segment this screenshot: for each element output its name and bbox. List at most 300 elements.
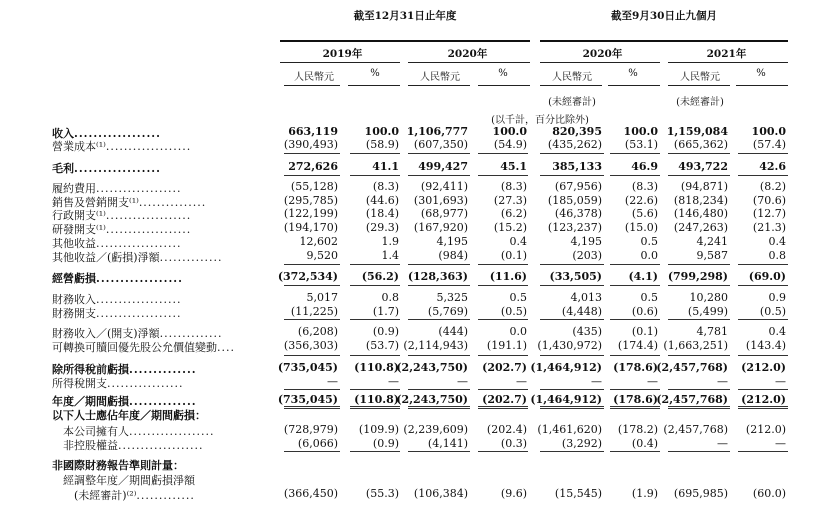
- row-label-text: 非控股權益: [52, 439, 118, 452]
- row-label: [52, 160, 161, 176]
- row-label-text: 營業成本⁽¹⁾: [52, 140, 106, 153]
- section-rule: [540, 264, 604, 265]
- table-cell: (185,059): [547, 194, 602, 207]
- section-rule: [540, 319, 604, 320]
- table-cell: 42.6: [759, 160, 786, 173]
- section-rule: [610, 408, 660, 409]
- section-rule: [284, 406, 340, 407]
- table-cell: (70.6): [752, 194, 786, 207]
- row-label: [52, 305, 181, 321]
- row-label-text: 所得稅開支: [52, 377, 107, 390]
- table-cell: 5,325: [436, 291, 468, 304]
- table-cell: (46,378): [554, 207, 602, 220]
- table-cell: (1,464,912): [530, 393, 602, 406]
- unit-note: (以千計，百分比除外): [491, 115, 589, 126]
- table-cell: (2,243,750): [396, 393, 468, 406]
- table-cell: (735,045): [277, 361, 338, 374]
- table-cell: 1,159,084: [666, 125, 728, 138]
- table-cell: (191.1): [486, 339, 527, 352]
- table-cell: —: [591, 375, 602, 388]
- section-rule: [284, 355, 340, 356]
- table-cell: (0.1): [500, 249, 527, 262]
- leader-dots: ...................: [118, 439, 204, 452]
- row-label-text: 除所得稅前虧損: [52, 363, 129, 376]
- section-rule: [408, 319, 470, 320]
- table-cell: (1.7): [372, 305, 399, 318]
- unit-rmb-4: 人民幣元: [680, 72, 720, 83]
- section-rule: [738, 406, 788, 407]
- table-cell: (3,292): [561, 437, 602, 450]
- table-cell: (55,128): [290, 180, 338, 193]
- table-cell: (8.3): [631, 180, 658, 193]
- section-rule: [350, 153, 400, 154]
- section-rule: [408, 406, 470, 407]
- row-label-text: 可轉換可贖回優先股公允價值變動: [52, 341, 217, 354]
- row-label-text: 財務收入／(開支)淨額: [52, 327, 160, 340]
- section-rule: [610, 451, 660, 452]
- table-cell: (0.5): [759, 305, 786, 318]
- table-cell: 499,427: [418, 160, 468, 173]
- row-label-text: 毛利: [52, 162, 74, 175]
- leader-dots: ..................: [74, 127, 161, 140]
- table-cell: 663,119: [288, 125, 338, 138]
- table-cell: (1,461,620): [537, 423, 602, 436]
- table-cell: (92,411): [420, 180, 468, 193]
- leader-dots: ...............: [138, 196, 207, 209]
- row-label-text: 以下人士應佔年度／期間虧損：: [52, 409, 206, 422]
- section-rule: [408, 389, 470, 390]
- section-rule: [540, 451, 604, 452]
- table-cell: (984): [438, 249, 468, 262]
- section-rule: [478, 285, 528, 286]
- year-rule-1: [280, 62, 400, 63]
- table-cell: (11,225): [290, 305, 338, 318]
- table-cell: —: [647, 375, 658, 388]
- table-cell: 0.9: [768, 291, 786, 304]
- row-label-text: 其他收益: [52, 237, 96, 250]
- section-rule: [540, 175, 604, 176]
- table-cell: (60.0): [752, 487, 786, 500]
- section-rule: [738, 175, 788, 176]
- leader-dots: ...................: [96, 293, 182, 306]
- table-cell: (167,920): [413, 221, 468, 234]
- table-cell: (2,457,768): [656, 393, 728, 406]
- table-cell: 10,280: [689, 291, 728, 304]
- section-rule: [350, 285, 400, 286]
- row-label-text: (未經審計)⁽²⁾: [52, 489, 137, 502]
- table-cell: (11.6): [489, 270, 527, 283]
- row-label-text: 年度／期間虧損: [52, 395, 129, 408]
- table-cell: (123,237): [547, 221, 602, 234]
- table-cell: (0.3): [500, 437, 527, 450]
- unit-rule-3: [408, 85, 470, 86]
- table-cell: (174.4): [617, 339, 658, 352]
- table-cell: (2,457,768): [656, 361, 728, 374]
- year-2021-9m: 2021年: [706, 48, 747, 60]
- table-cell: (0.6): [631, 305, 658, 318]
- table-cell: (178.2): [617, 423, 658, 436]
- section-rule: [284, 451, 340, 452]
- section-rule: [738, 153, 788, 154]
- table-cell: (444): [438, 325, 468, 338]
- table-cell: 41.1: [372, 160, 399, 173]
- section-rule: [350, 406, 400, 407]
- unit-rule-6: [608, 85, 660, 86]
- table-cell: 100.0: [364, 125, 399, 138]
- table-cell: (0.9): [372, 325, 399, 338]
- table-cell: (21.3): [752, 221, 786, 234]
- table-cell: (202.4): [486, 423, 527, 436]
- table-cell: 0.4: [509, 235, 527, 248]
- table-cell: (56.2): [361, 270, 399, 283]
- leader-dots: ...................: [96, 182, 182, 195]
- table-cell: (22.6): [624, 194, 658, 207]
- section-rule: [738, 451, 788, 452]
- unit-pct-2: %: [498, 68, 508, 79]
- leader-dots: .................: [107, 377, 184, 390]
- row-label: [52, 472, 195, 488]
- table-cell: (15,545): [554, 487, 602, 500]
- table-cell: (15.0): [624, 221, 658, 234]
- section-rule: [540, 408, 604, 409]
- table-cell: (6,208): [297, 325, 338, 338]
- year-rule-3: [540, 62, 660, 63]
- row-label: [52, 407, 206, 423]
- table-cell: (665,362): [673, 138, 728, 151]
- leader-dots: ...................: [96, 307, 182, 320]
- table-cell: (212.0): [745, 423, 786, 436]
- year-2019: 2019年: [322, 48, 363, 60]
- leader-dots: ..................: [74, 162, 161, 175]
- leader-dots: ...................: [129, 425, 215, 438]
- table-cell: (0.5): [500, 305, 527, 318]
- table-cell: (106,384): [413, 487, 468, 500]
- section-rule: [408, 285, 470, 286]
- leader-dots: ..............: [159, 327, 223, 340]
- section-rule: [408, 264, 470, 265]
- table-cell: (1,464,912): [530, 361, 602, 374]
- table-cell: 45.1: [500, 160, 527, 173]
- section-rule: [668, 153, 730, 154]
- table-cell: (58.9): [365, 138, 399, 151]
- table-cell: —: [775, 375, 786, 388]
- section-rule: [610, 175, 660, 176]
- section-rule: [478, 451, 528, 452]
- table-cell: 0.5: [640, 235, 658, 248]
- row-label: [52, 249, 223, 265]
- section-rule: [610, 406, 660, 407]
- table-cell: (15.2): [493, 221, 527, 234]
- table-cell: (54.9): [493, 138, 527, 151]
- unit-pct-3: %: [628, 68, 638, 79]
- table-cell: (2,457,768): [663, 423, 728, 436]
- row-label-text: 銷售及營銷開支⁽¹⁾: [52, 196, 139, 209]
- table-cell: (2,243,750): [396, 361, 468, 374]
- section-rule: [408, 175, 470, 176]
- row-label-text: 財務收入: [52, 293, 96, 306]
- table-cell: 0.4: [768, 235, 786, 248]
- section-rule: [610, 319, 660, 320]
- row-label: [52, 270, 183, 286]
- table-cell: (146,480): [673, 207, 728, 220]
- table-cell: (301,693): [413, 194, 468, 207]
- table-cell: (9.6): [500, 487, 527, 500]
- section-rule: [668, 355, 730, 356]
- table-cell: (390,493): [283, 138, 338, 151]
- section-rule: [350, 355, 400, 356]
- section-rule: [738, 319, 788, 320]
- table-cell: (67,956): [554, 180, 602, 193]
- table-cell: 5,017: [306, 291, 338, 304]
- table-cell: (12.7): [752, 207, 786, 220]
- section-rule: [738, 355, 788, 356]
- table-cell: (8.3): [500, 180, 527, 193]
- section-rule: [408, 408, 470, 409]
- section-rule: [668, 264, 730, 265]
- table-cell: (122,199): [283, 207, 338, 220]
- table-cell: (53.7): [365, 339, 399, 352]
- table-cell: (366,450): [283, 487, 338, 500]
- table-cell: (5,769): [427, 305, 468, 318]
- table-cell: 9,520: [306, 249, 338, 262]
- row-label-text: 財務開支: [52, 307, 96, 320]
- table-cell: (695,985): [673, 487, 728, 500]
- section-rule: [284, 408, 340, 409]
- row-label: [52, 437, 203, 453]
- row-label-text: 非國際財務報告準則計量：: [52, 459, 184, 472]
- table-cell: 4,013: [570, 291, 602, 304]
- section-rule: [408, 153, 470, 154]
- section-rule: [478, 153, 528, 154]
- section-rule: [478, 389, 528, 390]
- row-label-text: 其他收益／(虧損)淨額: [52, 251, 160, 264]
- table-cell: 4,195: [436, 235, 468, 248]
- header-group-ninemonths: 截至9月30日止九個月: [611, 10, 717, 22]
- table-cell: (6.2): [500, 207, 527, 220]
- table-cell: (4,141): [427, 437, 468, 450]
- section-rule: [540, 406, 604, 407]
- table-cell: 46.9: [631, 160, 658, 173]
- table-cell: (57.4): [752, 138, 786, 151]
- year-2020-9m: 2020年: [582, 48, 623, 60]
- section-rule: [668, 389, 730, 390]
- table-cell: 0.5: [640, 291, 658, 304]
- row-label-text: 收入: [52, 127, 74, 140]
- table-cell: (202.7): [482, 361, 527, 374]
- table-cell: (178.6): [613, 361, 658, 374]
- table-cell: —: [388, 375, 399, 388]
- year-rule-4: [668, 62, 788, 63]
- unit-rmb-2: 人民幣元: [420, 72, 460, 83]
- table-cell: (55.3): [365, 487, 399, 500]
- row-label-text: 履約費用: [52, 182, 96, 195]
- unit-rule-7: [668, 85, 730, 86]
- unit-rule-2: [348, 85, 400, 86]
- table-cell: (4.1): [628, 270, 658, 283]
- table-cell: (68,977): [420, 207, 468, 220]
- table-cell: —: [775, 437, 786, 450]
- unit-rule-8: [736, 85, 788, 86]
- section-rule: [668, 451, 730, 452]
- section-rule: [350, 451, 400, 452]
- table-cell: (4,448): [561, 305, 602, 318]
- row-label: [52, 339, 235, 355]
- section-rule: [350, 175, 400, 176]
- section-rule: [610, 285, 660, 286]
- section-rule: [350, 389, 400, 390]
- section-rule: [540, 285, 604, 286]
- section-rule: [350, 319, 400, 320]
- section-rule: [478, 355, 528, 356]
- table-cell: (110.8): [354, 361, 399, 374]
- table-cell: (194,170): [283, 221, 338, 234]
- row-label-text: 研發開支⁽¹⁾: [52, 223, 106, 236]
- unit-rmb-1: 人民幣元: [294, 72, 334, 83]
- leader-dots: ...................: [105, 140, 192, 153]
- table-cell: (799,298): [667, 270, 728, 283]
- table-cell: (435,262): [547, 138, 602, 151]
- row-label: [52, 487, 195, 503]
- table-cell: (109.9): [358, 423, 399, 436]
- section-rule: [738, 264, 788, 265]
- table-cell: (372,534): [277, 270, 338, 283]
- table-cell: 0.8: [381, 291, 399, 304]
- table-cell: —: [717, 375, 728, 388]
- table-cell: —: [516, 375, 527, 388]
- table-cell: (1,430,972): [537, 339, 602, 352]
- table-cell: 0.0: [640, 249, 658, 262]
- section-rule: [668, 406, 730, 407]
- table-cell: 100.0: [492, 125, 527, 138]
- table-cell: (44.6): [365, 194, 399, 207]
- table-cell: (435): [572, 325, 602, 338]
- unaudited-2021: (未經審計): [676, 97, 724, 108]
- header-rule-ninemonths: [540, 40, 788, 42]
- table-cell: —: [327, 375, 338, 388]
- leader-dots: ....: [217, 341, 235, 354]
- leader-dots: ..................: [96, 272, 183, 285]
- row-label: [52, 375, 183, 391]
- leader-dots: ...................: [105, 223, 192, 236]
- section-rule: [408, 451, 470, 452]
- table-cell: (202.7): [482, 393, 527, 406]
- table-cell: 0.4: [768, 325, 786, 338]
- section-rule: [350, 264, 400, 265]
- table-cell: (735,045): [277, 393, 338, 406]
- table-cell: (1.9): [631, 487, 658, 500]
- table-cell: (143.4): [745, 339, 786, 352]
- table-cell: 4,195: [570, 235, 602, 248]
- table-cell: (2,239,609): [403, 423, 468, 436]
- table-cell: (212.0): [741, 361, 786, 374]
- table-cell: (110.8): [354, 393, 399, 406]
- table-cell: (0.9): [372, 437, 399, 450]
- table-cell: (0.4): [631, 437, 658, 450]
- section-rule: [478, 264, 528, 265]
- leader-dots: ..............: [129, 363, 197, 376]
- header-rule-annual: [280, 40, 530, 42]
- table-cell: (33,505): [549, 270, 602, 283]
- table-cell: (0.1): [631, 325, 658, 338]
- section-rule: [668, 408, 730, 409]
- leader-dots: .............: [136, 489, 195, 502]
- section-rule: [668, 175, 730, 176]
- row-label-text: 本公司擁有人: [52, 425, 129, 438]
- table-cell: 4,241: [696, 235, 728, 248]
- section-rule: [540, 355, 604, 356]
- table-cell: 0.0: [509, 325, 527, 338]
- table-cell: (94,871): [680, 180, 728, 193]
- table-cell: (69.0): [748, 270, 786, 283]
- section-rule: [610, 153, 660, 154]
- table-cell: 385,133: [552, 160, 602, 173]
- section-rule: [610, 355, 660, 356]
- table-cell: 100.0: [623, 125, 658, 138]
- section-rule: [540, 389, 604, 390]
- table-cell: 820,395: [552, 125, 602, 138]
- table-cell: (607,350): [413, 138, 468, 151]
- section-rule: [610, 264, 660, 265]
- unit-pct-4: %: [756, 68, 766, 79]
- section-rule: [738, 408, 788, 409]
- section-rule: [738, 389, 788, 390]
- table-cell: —: [717, 437, 728, 450]
- table-cell: 9,587: [696, 249, 728, 262]
- unaudited-2020: (未經審計): [548, 97, 596, 108]
- leader-dots: ...................: [105, 209, 192, 222]
- section-rule: [668, 319, 730, 320]
- header-group-annual: 截至12月31日止年度: [353, 10, 457, 22]
- leader-dots: ..............: [129, 395, 197, 408]
- section-rule: [350, 408, 400, 409]
- table-cell: (212.0): [741, 393, 786, 406]
- table-cell: 0.5: [509, 291, 527, 304]
- table-cell: (18.4): [365, 207, 399, 220]
- table-cell: 1.4: [381, 249, 399, 262]
- table-cell: (5.6): [631, 207, 658, 220]
- table-cell: —: [457, 375, 468, 388]
- table-cell: (27.3): [493, 194, 527, 207]
- table-cell: (178.6): [613, 393, 658, 406]
- table-cell: (2,114,943): [403, 339, 468, 352]
- section-rule: [408, 355, 470, 356]
- table-cell: 0.8: [768, 249, 786, 262]
- table-cell: (295,785): [283, 194, 338, 207]
- row-label-text: 經調整年度／期間虧損淨額: [52, 474, 195, 487]
- table-cell: (8.3): [372, 180, 399, 193]
- table-cell: (728,979): [283, 423, 338, 436]
- unit-rule-5: [540, 85, 602, 86]
- section-rule: [478, 406, 528, 407]
- section-rule: [478, 319, 528, 320]
- section-rule: [668, 285, 730, 286]
- table-cell: (818,234): [673, 194, 728, 207]
- leader-dots: ...................: [96, 237, 182, 250]
- table-cell: 4,781: [696, 325, 728, 338]
- section-rule: [284, 319, 340, 320]
- table-cell: 100.0: [751, 125, 786, 138]
- section-rule: [540, 153, 604, 154]
- section-rule: [284, 389, 340, 390]
- unit-rmb-3: 人民幣元: [552, 72, 592, 83]
- section-rule: [284, 153, 340, 154]
- table-cell: (356,303): [283, 339, 338, 352]
- unit-pct-1: %: [370, 68, 380, 79]
- row-label: [52, 138, 191, 154]
- table-cell: (5,499): [687, 305, 728, 318]
- section-rule: [284, 285, 340, 286]
- section-rule: [478, 408, 528, 409]
